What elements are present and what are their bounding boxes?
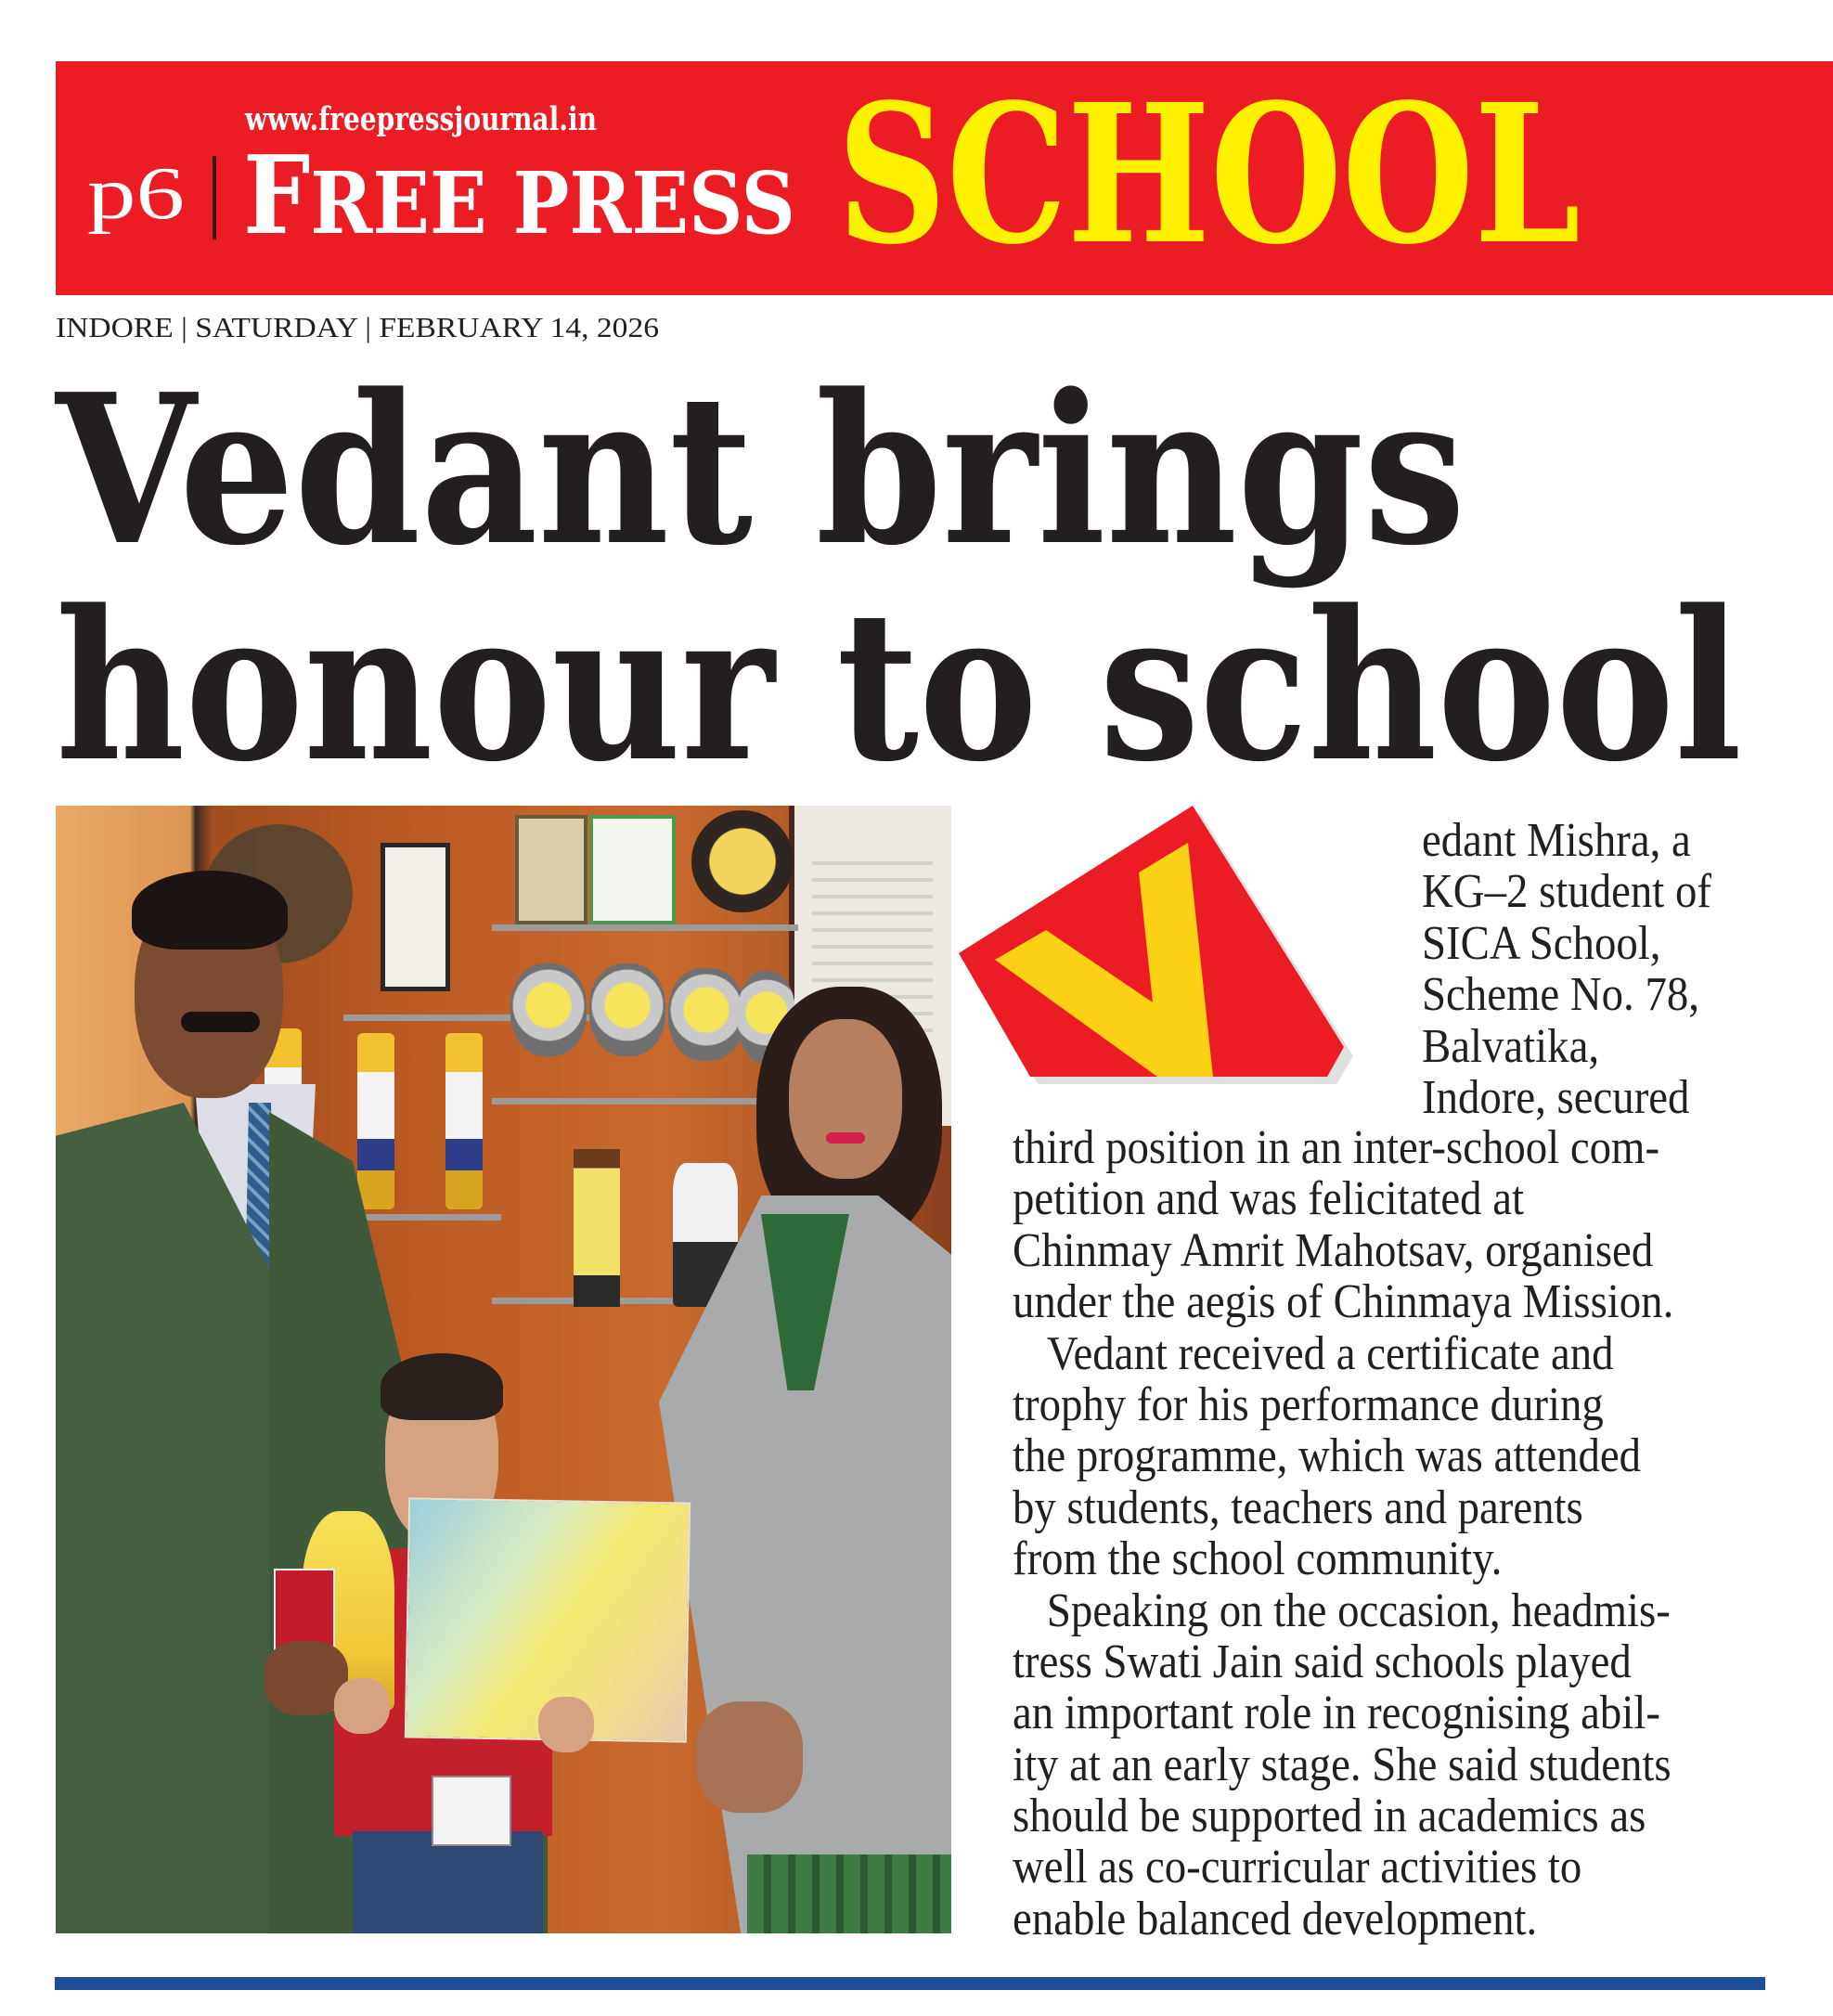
article-line: ity at an early stage. She said students — [1013, 1738, 1672, 1791]
article-line: the programme, which was attended — [1013, 1429, 1642, 1483]
website-url: www.freepressjournal.in — [244, 100, 597, 138]
masthead-divider — [213, 156, 216, 239]
article-body — [1013, 1122, 1673, 1945]
article-intro — [1422, 815, 1711, 1123]
article-line: trophy for his performance during — [1013, 1377, 1604, 1431]
article-line: under the aegis of Chinmaya Mission. — [1013, 1275, 1674, 1329]
article-line: KG–2 student of — [1422, 865, 1711, 919]
article-line: SICA School, — [1422, 916, 1661, 970]
brand-wordmark: FREE PRESS — [243, 133, 863, 259]
article-line: an important role in recognising abil- — [1013, 1686, 1660, 1740]
article-line: tress Swati Jain said schools played — [1013, 1635, 1632, 1688]
article-line: from the school community. — [1013, 1532, 1503, 1586]
article-paragraph-start: Vedant received a certificate and — [1046, 1326, 1614, 1380]
headline-line-1: Vedant brings — [54, 350, 1466, 591]
article-line: by students, teachers and parents — [1013, 1480, 1583, 1534]
article-line: Scheme No. 78, — [1422, 968, 1699, 1022]
article-paragraph-start: Speaking on the occasion, headmis- — [1046, 1583, 1671, 1637]
page-number: p6 — [87, 153, 185, 235]
article-line: petition and was felicitated at — [1013, 1172, 1524, 1226]
article-line: should be supported in academics as — [1013, 1790, 1646, 1843]
article-line: enable balanced development. — [1013, 1892, 1538, 1945]
article-line: third position in an inter-school com- — [1013, 1121, 1660, 1174]
article-line: Balvatika, — [1422, 1019, 1600, 1073]
drop-cap-v — [959, 806, 1353, 1084]
article-line: edant Mishra, a — [1422, 814, 1691, 867]
headline-line-2: honour to school — [56, 566, 1742, 808]
article-line: Chinmay Amrit Mahotsav, organised — [1013, 1223, 1654, 1277]
article-line: Indore, secured — [1422, 1070, 1690, 1124]
dateline: INDORE | SATURDAY | FEBRUARY 14, 2026 — [56, 311, 659, 343]
article-line: well as co-curricular activities to — [1013, 1841, 1582, 1894]
section-title: SCHOOL — [837, 62, 1581, 287]
